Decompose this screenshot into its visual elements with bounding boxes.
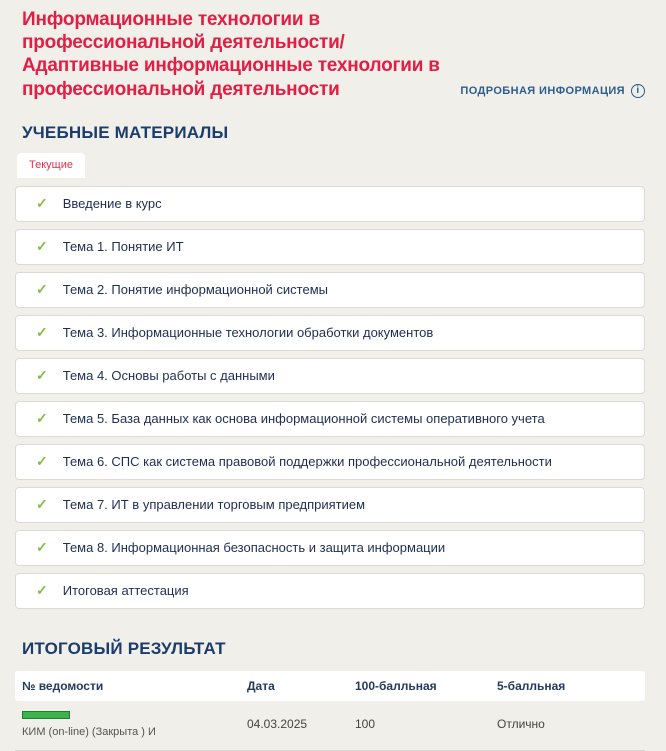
checkmark-icon: ✓ — [36, 238, 48, 255]
material-item-final-attestation[interactable] — [15, 573, 645, 609]
results-table — [15, 671, 645, 751]
material-item-topic-2[interactable] — [15, 272, 645, 308]
material-item-topic-5[interactable] — [15, 401, 645, 437]
material-item-label: Тема 5. База данных как основа информационной системы оперативного учета — [62, 411, 545, 427]
material-item-label: Тема 6. СПС как система правовой поддержки профессиональной деятельности — [62, 454, 552, 470]
score-progress-bar — [22, 711, 70, 719]
checkmark-icon: ✓ — [36, 453, 48, 470]
checkmark-icon: ✓ — [36, 582, 48, 599]
checkmark-icon: ✓ — [36, 195, 48, 212]
checkmark-icon: ✓ — [36, 410, 48, 427]
column-header-score5: 5-балльная — [497, 678, 566, 693]
material-item-label: Итоговая аттестация — [62, 583, 189, 599]
material-item-topic-6[interactable] — [15, 444, 645, 480]
tab-current[interactable]: Текущие — [17, 153, 85, 178]
material-item-label: Тема 1. Понятие ИТ — [62, 239, 184, 255]
table-row — [15, 701, 645, 751]
page-title: Информационные технологии в профессиональной деятельности/ Адаптивные информационные технологии в профессиональной деятельности — [22, 9, 440, 100]
checkmark-icon: ✓ — [36, 496, 48, 513]
material-item-label: Тема 2. Понятие информационной системы — [62, 282, 329, 298]
column-header-sheet: № ведомости — [22, 678, 104, 693]
date-cell: 04.03.2025 — [247, 717, 308, 732]
score100-cell: 100 — [355, 717, 376, 732]
material-item-topic-7[interactable] — [15, 487, 645, 523]
detailed-info-link-label: ПОДРОБНАЯ ИНФОРМАЦИЯ — [460, 84, 625, 97]
material-item-intro[interactable] — [15, 186, 645, 222]
material-item-topic-3[interactable] — [15, 315, 645, 351]
materials-list — [15, 186, 645, 609]
material-item-topic-1[interactable] — [15, 229, 645, 265]
column-header-date: Дата — [247, 678, 275, 693]
material-item-topic-8[interactable] — [15, 530, 645, 566]
materials-section-heading: УЧЕБНЫЕ МАТЕРИАЛЫ — [22, 122, 229, 142]
material-item-topic-4[interactable] — [15, 358, 645, 394]
checkmark-icon: ✓ — [36, 367, 48, 384]
results-section-heading: ИТОГОВЫЙ РЕЗУЛЬТАТ — [22, 638, 226, 658]
material-item-label: Тема 3. Информационные технологии обработки документов — [62, 325, 434, 341]
column-header-score100: 100-балльная — [355, 678, 437, 693]
checkmark-icon: ✓ — [36, 281, 48, 298]
checkmark-icon: ✓ — [36, 324, 48, 341]
material-item-label: Тема 8. Информационная безопасность и защита информации — [62, 540, 446, 556]
course-header — [22, 8, 645, 101]
material-item-label: Тема 7. ИТ в управлении торговым предприятием — [62, 497, 366, 513]
checkmark-icon: ✓ — [36, 539, 48, 556]
results-table-header — [15, 671, 645, 701]
sheet-label: КИМ (on-line) (Закрыта ) И — [22, 725, 156, 738]
sheet-cell — [15, 711, 240, 738]
material-item-label: Введение в курс — [62, 196, 162, 212]
score5-cell: Отлично — [497, 717, 545, 732]
detailed-info-link[interactable] — [460, 84, 645, 98]
info-icon: i — [631, 84, 645, 98]
material-item-label: Тема 4. Основы работы с данными — [62, 368, 275, 384]
